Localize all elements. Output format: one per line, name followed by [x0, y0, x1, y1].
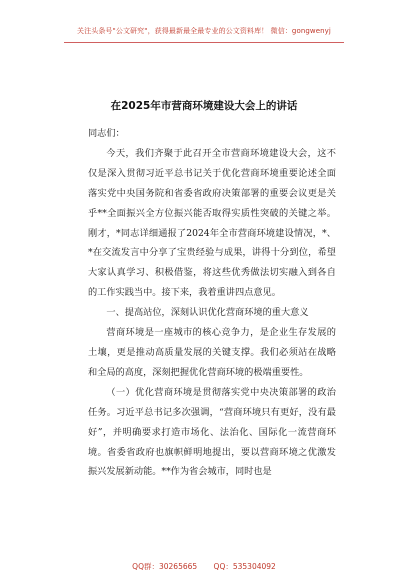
header-divider — [64, 42, 344, 43]
paragraph-intro: 今天，我们齐聚于此召开全市营商环境建设大会，这不仅是深入贯彻习近平总书记关于优化营商环境重要论述全面落实党中央国务院和省委省政府决策部署的重要会议更是关乎**全面振兴全方位振兴能否取得实质性突破的关键之举。刚才，*同志详细通报了2024年全市营商环境建设情况，*、*在交流发言中分享了宝贵经验与成果，讲得十分到位，希望大家认真学习、积极借鉴，将这些优秀做法切实融入到各自的工作实践当中。接下来，我着重讲四点意见。 — [88, 147, 336, 299]
footer-qq-group: QQ群：30265665 — [132, 562, 198, 571]
footer-qq: QQ：535304092 — [213, 562, 276, 571]
footer-contact — [0, 561, 408, 572]
section-heading-1: 一、提高站位，深刻认识优化营商环境的重大意义 — [106, 307, 309, 319]
header-banner: 关注头条号"公文研究"，获得最新最全最专业的公文资料库！ 微信：gongwenyj — [77, 27, 331, 35]
paragraph-subsection-1: （一）优化营商环境是贯彻落实党中央决策部署的政治任务。习近平总书记多次强调，“营商环境只有更好，没有最好”，并明确要求打造市场化、法治化、国际化一流营商环境。省委省政府也旗帜鲜明地提出，要以营商环境之优激发振兴发展新动能。**作为省会城市，同时也是 — [88, 386, 336, 478]
document-body — [88, 124, 336, 482]
paragraph-section1-intro: 营商环境是一座城市的核心竞争力，是企业生存发展的土壤，更是推动高质量发展的关键支撑。我们必须站在战略和全局的高度，深刻把握优化营商环境的极端重要性。 — [88, 327, 336, 378]
salutation: 同志们： — [88, 128, 125, 139]
document-title: 在2025年市营商环境建设大会上的讲话 — [110, 100, 298, 112]
